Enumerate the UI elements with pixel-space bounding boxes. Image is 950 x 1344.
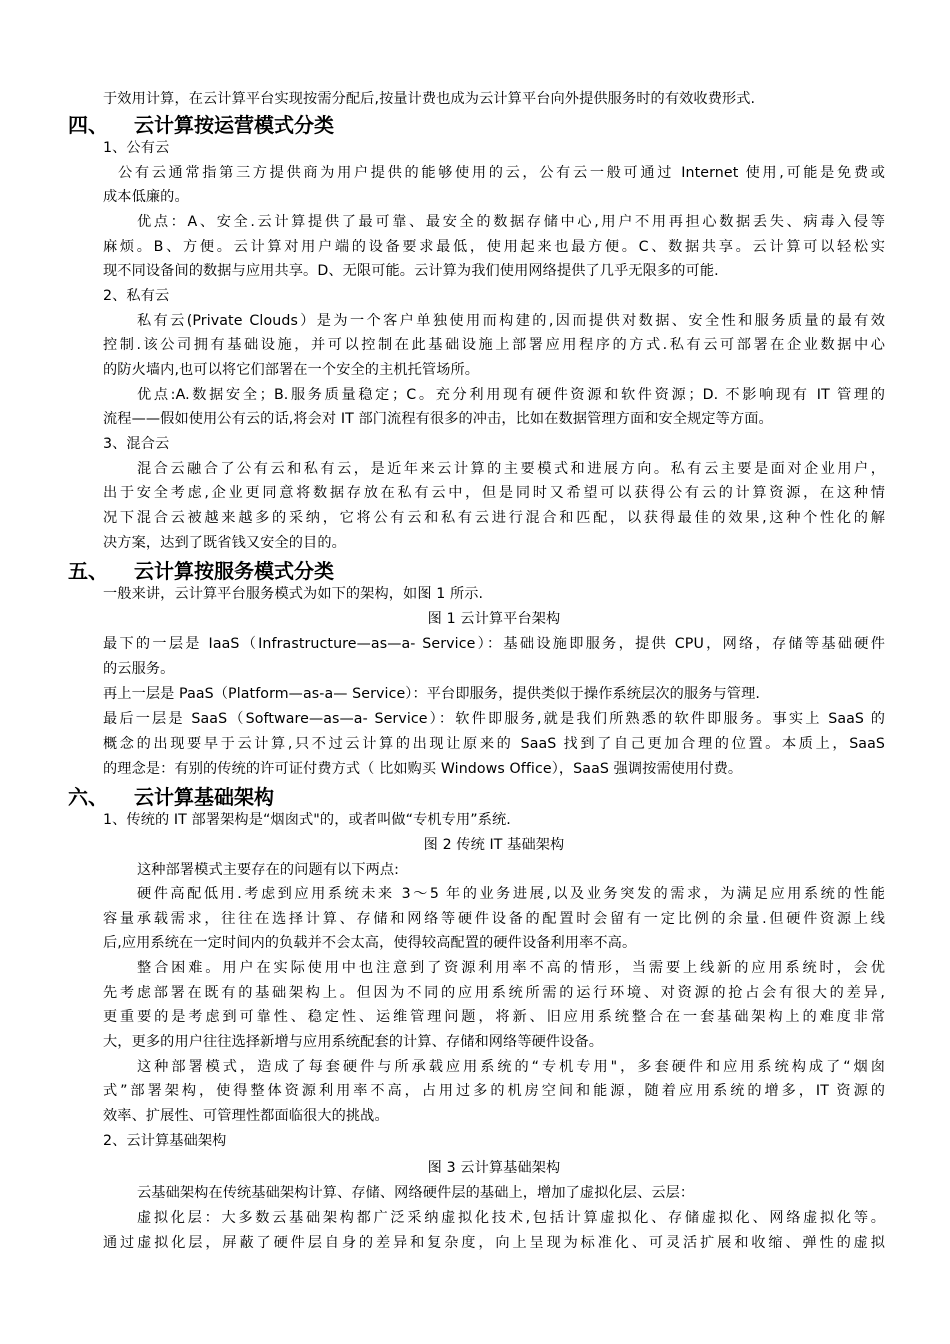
subheading-cloud-infrastructure: 2、云计算基础架构: [103, 1133, 227, 1149]
paragraph-line: 大，更多的用户往往选择新增与应用系统配套的计算、存储和网络等硬件设备。: [103, 1034, 604, 1050]
section-heading-6: [68, 783, 274, 811]
paragraph-line: 况下混合云被越来越多的采纳，它将公有云和私有云进行混合和匹配，以获得最佳的效果,这种个性化的解: [103, 510, 885, 526]
paragraph-line: 式”部署架构，使得整体资源利用率不高，占用过多的机房空间和能源，随着应用系统的增多，IT 资源的: [103, 1083, 885, 1099]
paragraph-line: 的云服务。: [103, 661, 175, 677]
subheading-hybrid-cloud: 3、混合云: [103, 436, 170, 452]
paragraph-line: 云基础架构在传统基础架构计算、存储、网络硬件层的基础上，增加了虚拟化层、云层：: [137, 1185, 695, 1201]
paragraph-line: 容量承载需求，往往在选择计算、存储和网络等硬件设备的配置时会留有一定比例的余量.但硬件资源上线: [103, 911, 885, 927]
figure-caption-2: 图 2 传统 IT 基础架构: [423, 837, 565, 853]
paragraph-line: 再上一层是 PaaS（Platform—as-a— Service）：平台即服务，提供类似于操作系统层次的服务与管理.: [103, 686, 760, 702]
paragraph-line: 控制.该公司拥有基础设施，并可以控制在此基础设施上部署应用程序的方式.私有云可部署在企业数据中心: [103, 337, 885, 353]
heading-number: 五、: [68, 559, 108, 583]
paragraph-line: 后,应用系统在一定时间内的负载并不会太高，使得较高配置的硬件设备利用率不高。: [103, 935, 637, 951]
paragraph-line: 出于安全考虑,企业更同意将数据存放在私有云中，但是同时又希望可以获得公有云的计算资源，在这种情: [103, 485, 885, 501]
paragraph-line: 通过虚拟化层，屏蔽了硬件层自身的差异和复杂度，向上呈现为标准化、可灵活扩展和收缩、弹性的虚拟: [103, 1235, 885, 1251]
paragraph-line: 麻烦。B、方便。云计算对用户端的设备要求最低，使用起来也最方便。C、数据共享。云计算可以轻松实: [103, 239, 885, 255]
heading-number: 六、: [68, 785, 108, 809]
paragraph-line: 一般来讲，云计算平台服务模式为如下的架构，如图 1 所示.: [103, 586, 484, 602]
paragraph-line: 的防火墙内,也可以将它们部署在一个安全的主机托管场所。: [103, 362, 480, 378]
figure-caption-1: 图 1 云计算平台架构: [427, 611, 561, 627]
heading-title: 云计算基础架构: [134, 785, 274, 809]
paragraph-line: 概念的出现要早于云计算,只不过云计算的出现让原来的 SaaS 找到了自己更加合理的位置。本质上，SaaS: [103, 736, 885, 752]
paragraph-line: 决方案，达到了既省钱又安全的目的。: [103, 535, 346, 551]
paragraph-line: 优点：A、安全.云计算提供了最可靠、最安全的数据存储中心,用户不用再担心数据丢失、病毒入侵等: [137, 214, 885, 230]
subheading-private-cloud: 2、私有云: [103, 288, 170, 304]
paragraph-line: 混合云融合了公有云和私有云，是近年来云计算的主要模式和进展方向。私有云主要是面对企业用户，: [137, 461, 885, 477]
paragraph-line: 成本低廉的。: [103, 189, 189, 205]
paragraph-line: 先考虑部署在既有的基础架构上。但因为不同的应用系统所需的运行环境、对资源的抢占会有很大的差异,: [103, 985, 885, 1001]
section-heading-4: [68, 111, 334, 139]
paragraph-line: 的理念是：有别的传统的许可证付费方式（ 比如购买 Windows Office），SaaS 强调按需使用付费。: [103, 761, 743, 777]
paragraph-line: 最下的一层是 IaaS（Infrastructure—as—a- Service）：基础设施即服务，提供 CPU，网络，存储等基础硬件: [103, 636, 885, 652]
paragraph-line: 公有云通常指第三方提供商为用户提供的能够使用的云，公有云一般可通过 Internet 使用,可能是免费或: [118, 165, 885, 181]
paragraph-line: 于效用计算，在云计算平台实现按需分配后,按量计费也成为云计算平台向外提供服务时的有效收费形式.: [103, 91, 756, 107]
paragraph-line: 效率、扩展性、可管理性都面临很大的挑战。: [103, 1108, 389, 1124]
heading-title: 云计算按运营模式分类: [134, 113, 334, 137]
section-heading-5: [68, 557, 334, 585]
paragraph-line: 优点:A.数据安全；B.服务质量稳定；C。充分利用现有硬件资源和软件资源；D. 不影响现有 IT 管理的: [137, 387, 885, 403]
paragraph-line: 最后一层是 SaaS（Software—as—a- Service）：软件即服务,就是我们所熟悉的软件即服务。事实上 SaaS 的: [103, 711, 885, 727]
paragraph-line: 私有云(Private Clouds）是为一个客户单独使用而构建的,因而提供对数据、安全性和服务质量的最有效: [137, 313, 885, 329]
heading-title: 云计算按服务模式分类: [134, 559, 334, 583]
figure-caption-3: 图 3 云计算基础架构: [427, 1160, 561, 1176]
paragraph-line: 硬件高配低用.考虑到应用系统未来 3～5 年的业务进展,以及业务突发的需求，为满足应用系统的性能: [137, 886, 885, 902]
paragraph-line: 更重要的是考虑到可靠性、稳定性、运维管理问题，将新、旧应用系统整合在一套基础架构上的难度非常: [103, 1009, 885, 1025]
paragraph-line: 这种部署模式主要存在的问题有以下两点:: [137, 862, 400, 878]
heading-number: 四、: [68, 113, 108, 137]
paragraph-line: 1、传统的 IT 部署架构是“烟囱式"的，或者叫做“专机专用”系统.: [103, 812, 511, 828]
paragraph-line: 整合困难。用户在实际使用中也注意到了资源利用率不高的情形，当需要上线新的应用系统时，会优: [137, 960, 885, 976]
paragraph-line: 这种部署模式，造成了每套硬件与所承载应用系统的“专机专用"，多套硬件和应用系统构成了“烟囱: [137, 1059, 885, 1075]
subheading-public-cloud: 1、公有云: [103, 140, 170, 156]
paragraph-line: 虚拟化层：大多数云基础架构都广泛采纳虚拟化技术,包括计算虚拟化、存储虚拟化、网络虚拟化等。: [137, 1210, 885, 1226]
paragraph-line: 流程——假如使用公有云的话,将会对 IT 部门流程有很多的冲击，比如在数据管理方面和安全规定等方面。: [103, 411, 773, 427]
paragraph-line: 现不同设备间的数据与应用共享。D、无限可能。云计算为我们使用网络提供了几乎无限多的可能.: [103, 263, 719, 279]
